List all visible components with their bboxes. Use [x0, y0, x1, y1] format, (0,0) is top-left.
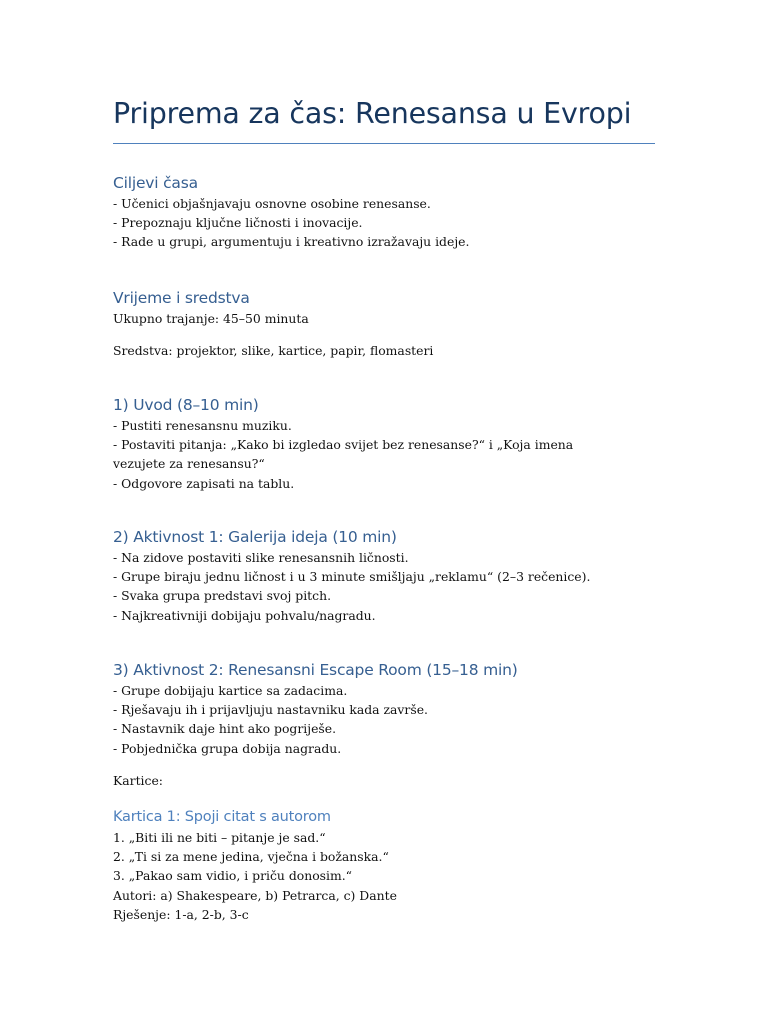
activity1-line-1: - Na zidove postaviti slike renesansnih ličnosti.	[113, 550, 409, 565]
heading-time: Vrijeme i sredstva	[113, 289, 250, 307]
activity2-line-4: - Pobjednička grupa dobija nagradu.	[113, 740, 342, 756]
card1-line-3: 3. „Pakao sam vidio, i priču donosim.“	[113, 868, 353, 884]
section-time	[113, 287, 433, 360]
title-underline	[113, 143, 655, 144]
goal-line-2: - Prepoznaju ključne ličnosti i inovacije.	[113, 215, 363, 231]
intro-line-1: - Pustiti renesansnu muziku.	[113, 418, 292, 433]
page-title: Priprema za čas: Renesansa u Evropi	[113, 97, 632, 130]
materials-line: Sredstva: projektor, slike, kartice, papir, flomasteri	[113, 343, 434, 359]
heading-intro: 1) Uvod (8–10 min)	[113, 396, 259, 414]
goal-line-3: - Rade u grupi, argumentuju i kreativno izražavaju ideje.	[113, 234, 470, 250]
card1-solution: Rješenje: 1-a, 2-b, 3-c	[113, 906, 249, 922]
activity2-line-2: - Rješavaju ih i prijavljuju nastavniku kada završe.	[113, 702, 428, 718]
card1-authors: Autori: a) Shakespeare, b) Petrarca, c) Dante	[113, 887, 397, 903]
intro-line-3: - Odgovore zapisati na tablu.	[113, 475, 295, 491]
title-block	[113, 92, 655, 144]
card1-line-1: 1. „Biti ili ne biti – pitanje je sad.“	[113, 830, 326, 845]
cards-label: Kartice:	[113, 772, 163, 788]
activity1-line-3: - Svaka grupa predstavi svoj pitch.	[113, 588, 332, 604]
activity2-line-1: - Grupe dobijaju kartice sa zadacima.	[113, 683, 348, 698]
heading-activity1: 2) Aktivnost 1: Galerija ideja (10 min)	[113, 528, 397, 546]
card1-line-2: 2. „Ti si za mene jedina, vječna i božanska.“	[113, 849, 389, 865]
heading-card1: Kartica 1: Spoji citat s autorom	[113, 809, 331, 825]
heading-goals: Ciljevi časa	[113, 174, 198, 192]
section-goals	[113, 172, 469, 252]
section-intro	[113, 394, 613, 493]
section-activity1	[113, 526, 590, 625]
goal-line-1: - Učenici objašnjavaju osnovne osobine renesanse.	[113, 196, 431, 211]
activity1-line-4: - Najkreativniji dobijaju pohvalu/nagradu.	[113, 607, 376, 623]
activity1-line-2: - Grupe biraju jednu ličnost i u 3 minute smišljaju „reklamu“ (2–3 rečenice).	[113, 569, 591, 585]
section-card1	[113, 806, 397, 924]
heading-activity2: 3) Aktivnost 2: Renesansni Escape Room (15–18 min)	[113, 661, 518, 679]
intro-line-2: - Postaviti pitanja: „Kako bi izgledao svijet bez renesanse?“ i „Koja imena vezujete za renesansu?“	[113, 437, 574, 472]
duration-line: Ukupno trajanje: 45–50 minuta	[113, 311, 309, 326]
activity2-line-3: - Nastavnik daje hint ako pogriješe.	[113, 721, 337, 737]
section-activity2	[113, 659, 518, 790]
